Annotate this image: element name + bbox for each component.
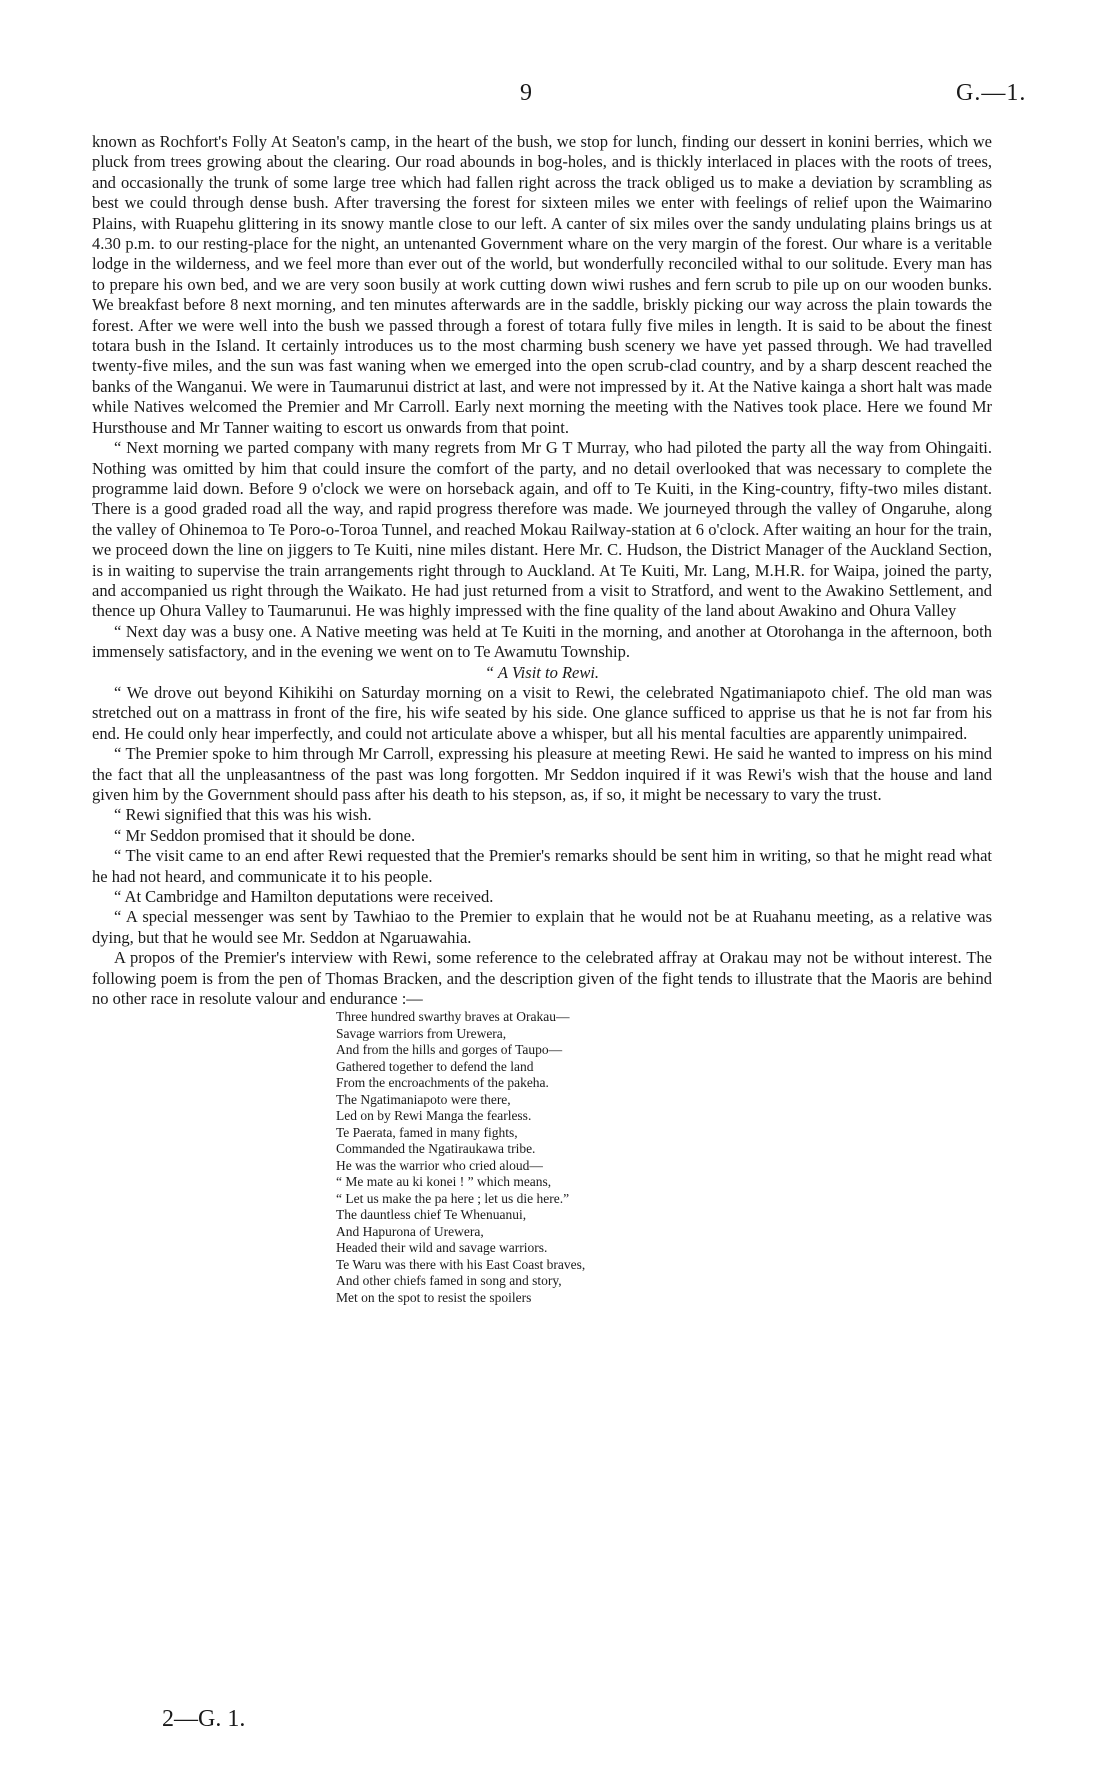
poem-line: The Ngatimaniapoto were there,: [336, 1091, 511, 1107]
body-text: [92, 132, 992, 1306]
poem-line: Commanded the Ngatiraukawa tribe.: [336, 1141, 536, 1157]
paragraph-next-morning: “ Next morning we parted company with many regrets from Mr G T Murray, who had piloted the party all the way from Ohingaiti. Nothing was omitted by him that could insure the comfort of the party, and no detail overlooked that was necessary to complete the programme laid down. Before 9 o'clock we were on horseback again, and off to Te Kuiti, in the King-country, fifty-two miles distant. There is a good graded road all the way, and rapid progress therefore was made. We journeyed through the valley of Ongaruhe, along the valley of Ohinemoa to Te Poro-o-Toroa Tunnel, and reached Mokau Railway-station at 6 o'clock. After waiting an hour for the train, we proceed down the line on jiggers to Te Kuiti, nine miles distant. Here Mr. C. Hudson, the District Manager of the Auckland Section, is in waiting to supervise the train arrangements right through to Auckland. At Te Kuiti, Mr. Lang, M.H.R. for Waipa, joined the party, and accompanied us right through the Waikato. He had just returned from a visit to Stratford, and went to the Awakino Settlement, and thence up Ohura Valley to Taumarunui. He was highly impressed with the fine quality of the land about Awakino and Ohura Valley: [92, 438, 992, 621]
paragraph-a-propos: A propos of the Premier's interview with Rewi, some reference to the celebrated affray at Orakau may not be without interest. The following poem is from the pen of Thomas Bracken, and the description given of the fight tends to illustrate that the Maoris are behind no other race in resolute valour and endurance :—: [92, 948, 992, 1009]
poem-line: The dauntless chief Te Whenuanui,: [336, 1207, 527, 1223]
paragraph-busy-day: “ Next day was a busy one. A Native meeting was held at Te Kuiti in the morning, and another at Otorohanga in the afternoon, both immensely satisfactory, and in the evening we went on to Te Awamutu Township.: [92, 621, 992, 662]
paragraph-seddon-promise: “ Mr Seddon promised that it should be done.: [114, 825, 416, 845]
paragraph-drove-to-rewi: “ We drove out beyond Kihikihi on Saturday morning on a visit to Rewi, the celebrated Ngatimaniapoto chief. The old man was stretched out on a mattrass in front of the fire, his wife seated by his side. One glance sufficed to apprise us that he is not far from his end. He could only hear imperfectly, and could not articulate above a whisper, but all his mental faculties are apparently unimpaired.: [92, 682, 992, 743]
poem-line: Gathered together to defend the land: [336, 1058, 534, 1074]
paragraph-rewi-wish: “ Rewi signified that this was his wish.: [114, 805, 372, 825]
paragraph-visit-end: “ The visit came to an end after Rewi requested that the Premier's remarks should be sent him in writing, so that he might read what he had not heard, and communicate it to his people.: [92, 846, 992, 886]
poem-line: Headed their wild and savage warriors.: [336, 1240, 548, 1256]
poem-line: “ Me mate au ki konei ! ” which means,: [336, 1174, 552, 1190]
poem-line: Te Waru was there with his East Coast braves,: [336, 1256, 586, 1272]
poem-line: Te Paerata, famed in many fights,: [336, 1124, 518, 1140]
document-reference: G.—1.: [956, 80, 1027, 106]
poem-line: And Hapurona of Urewera,: [336, 1223, 484, 1239]
page-number: 9: [520, 80, 532, 106]
poem-line: Three hundred swarthy braves at Orakau—: [336, 1009, 570, 1025]
paragraph-rochforts-folly: known as Rochfort's Folly At Seaton's camp, in the heart of the bush, we stop for lunch, finding our dessert in konini berries, which we pluck from trees growing about the clearing. Our road abounds in bog-holes, and is thickly interlaced in places with the roots of trees, and occasionally the trunk of some large tree which had fallen right across the track obliged us to make a deviation by scrambling as best we could through dense bush. After traversing the forest for sixteen miles we enter with feelings of relief upon the Waimarino Plains, with Ruapehu glittering in its snowy mantle close to our left. A canter of six miles over the sandy undulating plains brings us at 4.30 p.m. to our resting-place for the night, an untenanted Government whare on the very margin of the forest. Our whare is a veritable lodge in the wilderness, and we feel more than ever out of the world, but wonderfully reconciled withal to our solitude. Every man has to prepare his own bed, and we are very soon busily at work cutting down wiwi rushes and fern scrub to pile up on our wooden bunks. We breakfast before 8 next morning, and ten minutes afterwards are in the saddle, briskly picking our way across the plain towards the forest. After we were well into the bush we passed through a forest of totara fully five miles in length. It is said to be about the finest totara bush in the Island. It certainly introduces us to the most charming bush scenery we have yet passed through. We had travelled twenty-five miles, and the sun was fast waning when we emerged into the open scrub-clad country, and by a sharp descent reached the banks of the Wanganui. We were in Taumarunui district at last, and were not impressed by it. At the Native kainga a short halt was made while Natives welcomed the Premier and Mr Carroll. Early next morning the meeting with the Natives took place. Here we found Mr Hursthouse and Mr Tanner waiting to escort us onwards from that point.: [92, 132, 992, 437]
poem-line: And from the hills and gorges of Taupo—: [336, 1042, 563, 1058]
poem-orakau: [336, 1009, 992, 1306]
paragraph-deputations: “ At Cambridge and Hamilton deputations were received.: [114, 887, 494, 907]
poem-line: Led on by Rewi Manga the fearless.: [336, 1108, 532, 1124]
section-heading-visit-to-rewi: “ A Visit to Rewi.: [484, 662, 600, 682]
poem-line: “ Let us make the pa here ; let us die here.”: [336, 1190, 570, 1206]
poem-line: From the encroachments of the pakeha.: [336, 1075, 549, 1091]
paragraph-tawhiao-messenger: “ A special messenger was sent by Tawhiao to the Premier to explain that he would not be at Ruahanu meeting, as a relative was dying, but that he would see Mr. Seddon at Ngaruawahia.: [92, 907, 992, 947]
poem-line: Met on the spot to resist the spoilers: [336, 1289, 532, 1305]
poem-line: And other chiefs famed in song and story,: [336, 1273, 562, 1289]
page-signature: 2—G. 1.: [162, 1706, 246, 1732]
poem-line: Savage warriors from Urewera,: [336, 1025, 507, 1041]
paragraph-premier-spoke: “ The Premier spoke to him through Mr Carroll, expressing his pleasure at meeting Rewi. He said he wanted to impress on his mind the fact that all the unpleasantness of the past was long forgotten. Mr Seddon inquired if it was Rewi's wish that the house and land given him by the Government should pass after his death to his stepson, as, if so, it might be necessary to vary the trust.: [92, 744, 992, 804]
poem-line: He was the warrior who cried aloud—: [336, 1157, 543, 1173]
